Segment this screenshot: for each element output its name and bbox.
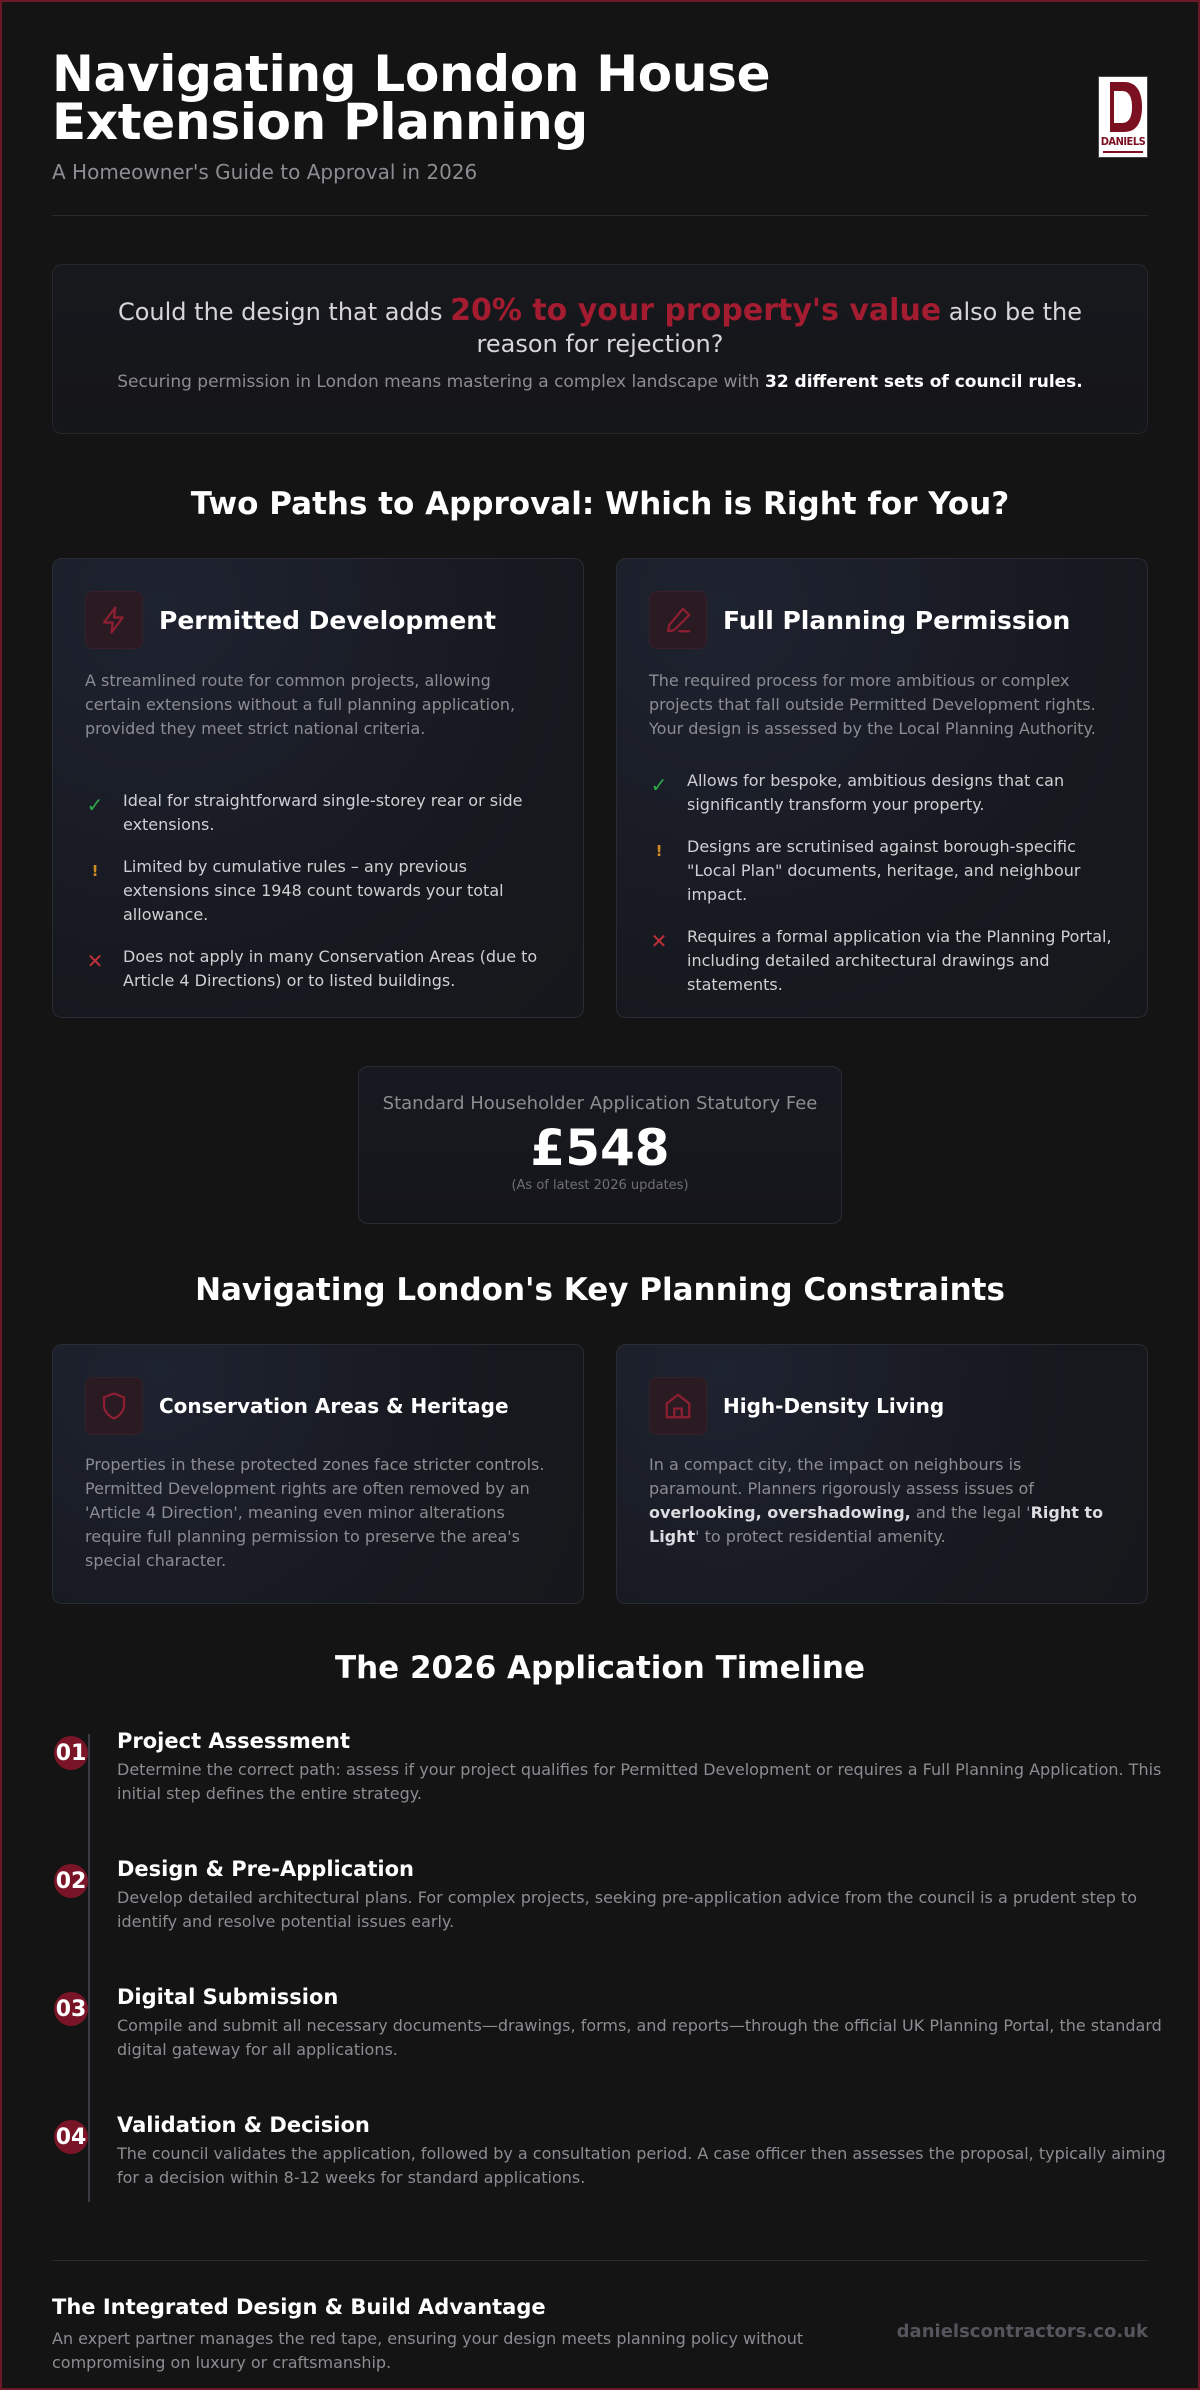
- constraints-grid: [52, 1344, 1148, 1604]
- fee-panel: [358, 1066, 842, 1224]
- warning-icon: !: [91, 862, 99, 880]
- header: [52, 2, 1148, 216]
- card-header: [85, 591, 551, 649]
- list-item: [85, 855, 551, 927]
- fee-note: (As of latest 2026 updates): [511, 1178, 689, 1193]
- list-item: [85, 945, 551, 993]
- desc-bold: Right to Light: [649, 1503, 1104, 1546]
- check-icon: ✓: [86, 793, 104, 817]
- card-description: The required process for more ambitious or complex projects that fall outside Permitted Development rights. Your design is assessed by the Local Planning Authority.: [649, 671, 1096, 738]
- page-subtitle: A Homeowner's Guide to Approval in 2026: [52, 160, 478, 184]
- cross-icon: ✕: [86, 949, 104, 973]
- footer-title: The Integrated Design & Build Advantage: [52, 2295, 546, 2319]
- card-header: [85, 1377, 551, 1435]
- timeline-step: [52, 1982, 1162, 2110]
- list-item: [85, 789, 551, 837]
- desc-part: In a compact city, the impact on neighbours is paramount. Planners rigorously assess issues of: [649, 1455, 1034, 1498]
- card-header: [649, 1377, 1115, 1435]
- step-description: Develop detailed architectural plans. For complex projects, seeking pre-application advice from the council is a prudent step to identify and resolve potential issues early.: [117, 1888, 1137, 1931]
- card-title: High-Density Living: [723, 1394, 945, 1418]
- hook-question-start: Could the design that adds: [117, 298, 451, 326]
- paths-grid: [52, 558, 1148, 1018]
- card-description: [649, 1453, 1115, 1549]
- list-item: [649, 925, 1115, 997]
- timeline-heading: The 2026 Application Timeline: [334, 1650, 866, 1686]
- timeline-step: [52, 1726, 1162, 1854]
- full-planning-card: [616, 558, 1148, 1018]
- card-description: A streamlined route for common projects, allowing certain extensions without a full planning application, provided they meet strict national criteria.: [85, 671, 516, 738]
- pen-icon: [649, 591, 707, 649]
- card-description: Properties in these protected zones face stricter controls. Permitted Development rights are often removed by an 'Article 4 Direction', meaning even minor alterations require full planning permission to preserve the area's special character.: [85, 1455, 545, 1570]
- card-items: [649, 769, 1115, 997]
- hook-subtext-start: Securing permission in London means mastering a complex landscape with: [117, 372, 765, 392]
- page-title: Navigating London House Extension Planning: [52, 45, 771, 151]
- timeline-step: [52, 1854, 1148, 1982]
- card-title: Conservation Areas & Heritage: [159, 1394, 509, 1418]
- footer: [52, 2260, 1148, 2390]
- hook-panel: [52, 264, 1148, 434]
- fee-amount: £548: [530, 1119, 670, 1177]
- item-text: Limited by cumulative rules – any previous extensions since 1948 count towards your total allowance.: [123, 857, 504, 924]
- hook-question: [53, 295, 1147, 360]
- website-link[interactable]: danielscontractors.co.uk: [896, 2321, 1148, 2342]
- list-item: [649, 769, 1115, 817]
- card-title: Full Planning Permission: [723, 605, 1071, 635]
- step-title: Design & Pre-Application: [117, 1857, 414, 1881]
- fee-label: Standard Householder Application Statutory Fee: [382, 1093, 818, 1114]
- step-description: The council validates the application, followed by a consultation period. A case officer then assesses the proposal, typically aiming for a decision within 8-12 weeks for standard applications.: [117, 2144, 1166, 2187]
- daniels-logo: [1098, 76, 1148, 158]
- logo-underline: [1103, 151, 1143, 153]
- lightning-icon: [85, 591, 143, 649]
- desc-part: ' to protect residential amenity.: [695, 1527, 946, 1546]
- card-items: [85, 789, 551, 993]
- list-item: [649, 835, 1115, 907]
- step-description: Determine the correct path: assess if your project qualifies for Permitted Development or requires a Full Planning Application. This initial step defines the entire strategy.: [117, 1760, 1162, 1803]
- step-title: Digital Submission: [117, 1985, 339, 2009]
- hook-question-accent: 20% to your property's value: [450, 293, 942, 328]
- permitted-development-card: [52, 558, 584, 1018]
- high-density-card: [616, 1344, 1148, 1604]
- hook-question-end: also be the reason for rejection?: [476, 298, 1083, 358]
- check-icon: ✓: [650, 773, 668, 797]
- hook-subtext: [53, 372, 1147, 392]
- paths-heading: Two Paths to Approval: Which is Right for You?: [190, 486, 1010, 522]
- card-header: [649, 591, 1115, 649]
- step-number: 02: [54, 1864, 88, 1898]
- step-number: 03: [54, 1992, 88, 2026]
- item-text: Does not apply in many Conservation Areas (due to Article 4 Directions) or to listed buildings.: [123, 947, 538, 990]
- hook-subtext-bold: 32 different sets of council rules.: [764, 372, 1083, 392]
- step-number: 04: [54, 2120, 88, 2154]
- timeline-step: [52, 2110, 1166, 2238]
- footer-description: An expert partner manages the red tape, ensuring your design meets planning policy without compromising on luxury or craftsmanship.: [52, 2329, 804, 2372]
- step-title: Project Assessment: [117, 1729, 351, 1753]
- timeline: [52, 1726, 1166, 2238]
- item-text: Allows for bespoke, ambitious designs that can significantly transform your property.: [687, 771, 1065, 814]
- desc-part: and the legal ': [910, 1503, 1031, 1522]
- desc-bold: overlooking, overshadowing,: [649, 1503, 911, 1522]
- step-title: Validation & Decision: [117, 2113, 370, 2137]
- shield-icon: [85, 1377, 143, 1435]
- step-number: 01: [54, 1736, 88, 1770]
- conservation-card: [52, 1344, 584, 1604]
- item-text: Designs are scrutinised against borough-specific "Local Plan" documents, heritage, and neighbour impact.: [687, 837, 1081, 904]
- constraints-heading: Navigating London's Key Planning Constraints: [195, 1272, 1005, 1308]
- card-title: Permitted Development: [159, 605, 497, 635]
- cross-icon: ✕: [650, 929, 668, 953]
- warning-icon: !: [655, 842, 663, 860]
- item-text: Requires a formal application via the Planning Portal, including detailed architectural drawings and statements.: [687, 927, 1112, 994]
- logo-text: DANIELS: [1100, 135, 1146, 148]
- step-description: Compile and submit all necessary documents—drawings, forms, and reports—through the official UK Planning Portal, the standard digital gateway for all applications.: [117, 2016, 1162, 2059]
- house-icon: [649, 1377, 707, 1435]
- item-text: Ideal for straightforward single-storey rear or side extensions.: [123, 791, 523, 834]
- logo-d-icon: [1102, 80, 1144, 134]
